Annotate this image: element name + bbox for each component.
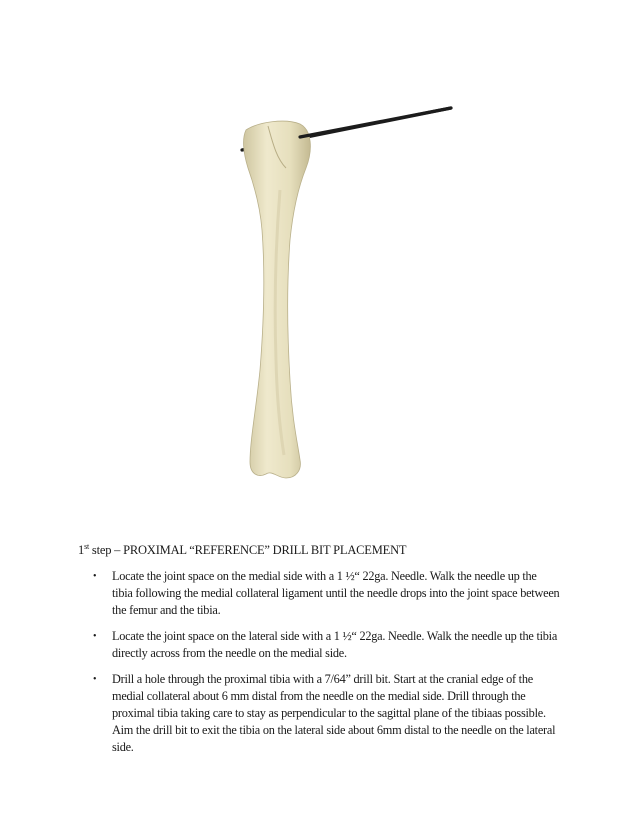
tibia-bone [244, 121, 311, 478]
list-item [90, 628, 560, 662]
step-heading [78, 542, 406, 558]
bullet-icon: • [93, 674, 97, 685]
instruction-text: Locate the joint space on the medial side with a 1 ½“ 22ga. Needle. Walk the needle up the tibia following the medial collateral ligament until the needle drops into the joint space between the femur and the tibia. [112, 569, 560, 617]
step-number-suffix: st [84, 542, 89, 551]
list-item [90, 568, 560, 619]
instruction-text: Drill a hole through the proximal tibia with a 7/64” drill bit. Start at the cranial edge of the medial collateral about 6 mm distal from the needle on the medial side. Drill through the proximal tibia taking care to stay as perpendicular to the sagittal plane of the tibiaas possible. Aim the drill bit to exit the tibia on the lateral side about 6mm distal to the needle on the lateral side. [112, 672, 556, 754]
drill-bit-front [300, 108, 451, 137]
bullet-icon: • [93, 631, 97, 642]
step-heading-text: step – PROXIMAL “REFERENCE” DRILL BIT PLACEMENT [89, 543, 407, 558]
step-number: 1 [78, 543, 85, 558]
list-item [90, 671, 560, 756]
instruction-text: Locate the joint space on the lateral side with a 1 ½“ 22ga. Needle. Walk the needle up the tibia directly across from the needle on the medial side. [112, 629, 558, 660]
bullet-icon: • [93, 571, 97, 582]
step-instructions-list [90, 568, 560, 765]
